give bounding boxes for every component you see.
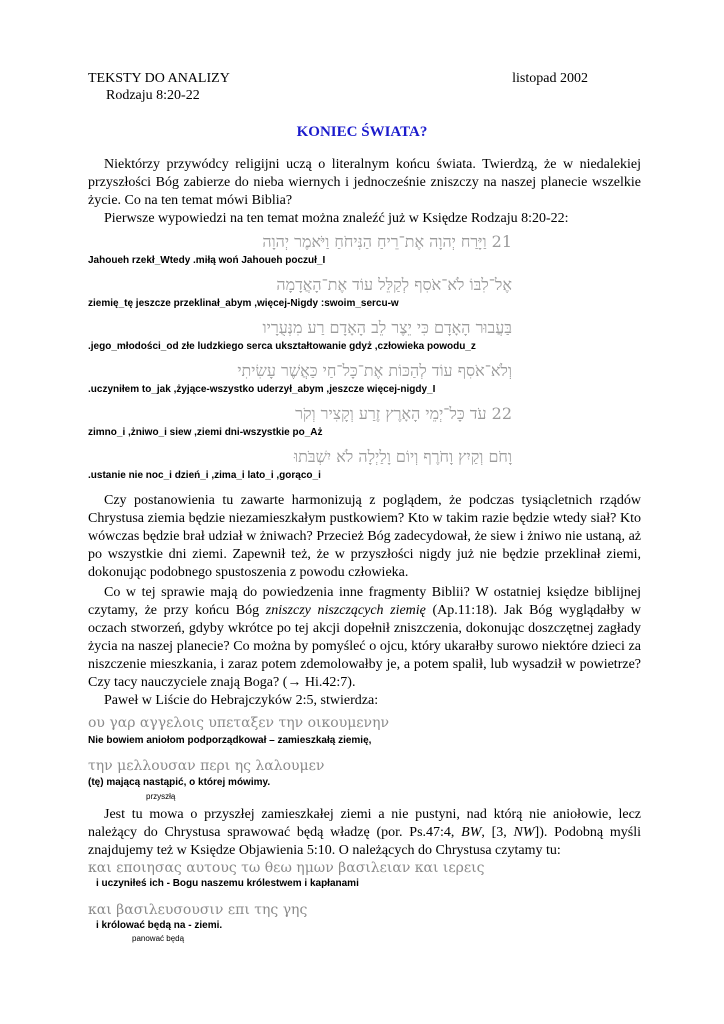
hebrew-line: בַּעֲבוּר הָאָדָם כִּי יֵצֶר לֵב הָאָדָם רַע מִנְּעֻרָיו (262, 318, 512, 337)
document-header-left: TEKSTY DO ANALIZY (88, 71, 230, 86)
hebrew-line: אֶל־לִבּוֹ לֹא־אֹסִף לְקַלֵּל עוֹד אֶת־הָאֲדָמָה (276, 275, 512, 294)
hebrew-gloss: ziemię_tę jeszcze przeklinał_abym ,więcej-Nigdy :swoim_sercu-w (88, 298, 399, 309)
text-run: Jest tu mowa o przyszłej zamieszkałej ziemi a nie pustyni, nad którą nie aniołowie, lecz należący do Chrystusa sprawować będą władzę (por. Ps.47:4, (88, 807, 641, 840)
hebrew-line: 22 עֹד כָּל־יְמֵי הָאָרֶץ זֶרַע וְקָצִיר וְקֹר (295, 404, 512, 423)
greek-line: ου γαρ αγγελοις υπεταξεν την οικουμενην (88, 715, 389, 731)
hebrew-gloss: .ustanie nie noc_i dzień_i ,zima_i lato_i ,gorąco_i (88, 470, 321, 481)
intro-paragraph-2: Pierwsze wypowiedzi na ten temat można znaleźć już w Księdze Rodzaju 8:20-22: (104, 211, 569, 226)
body-paragraph: Czy postanowienia tu zawarte harmonizują z poglądem, że podczas tysiącletnich rządów Chrystusa ziemia będzie niezamieszkałym pustkowiem? Kto w takim razie będzie wtedy siał? Kto wówczas będzie brał udział w żniwach? Przecież Bóg zadecydował, że siew i żniwo nie ustaną, aż po wszystkie dni ziemi. Zapewnił też, że w przyszłości nigdy już nie będzie przeklinał ziemi, dokonując podobnego spustoszenia z powodu człowieka. (88, 493, 641, 580)
page-title: KONIEC ŚWIATA? (296, 124, 428, 140)
intro-paragraph: Niektórzy przywódcy religijni uczą o literalnym końcu świata. Twierdzą, że w niedalekiej przyszłości Bóg zabierze do nieba wiernych i jednocześnie zniszczy na naszej planecie wszelkie życie. Co na ten temat mówi Biblia? (88, 157, 641, 208)
scripture-reference: Rodzaju 8:20-22 (106, 88, 200, 103)
hebrew-gloss: .uczyniłem to_jak ,żyjące-wszystko uderzył_abym ,jeszcze więcej-nigdy_I (88, 384, 436, 395)
hebrew-gloss: .jego_młodości_od złe ludzkiego serca ukształtowanie gdyż ,człowieka powodu_z (88, 341, 476, 352)
text-run: ]). Podobną myśli znajdujemy też w Księdze Objawienia 5:10. O należących do Chrystusa czytamy tu: (88, 825, 641, 858)
greek-gloss: i uczyniłeś ich - Bogu naszemu królestwem i kapłanami (96, 878, 359, 889)
hebrew-gloss: Jahoueh rzekł_Wtedy .miłą woń Jahoueh poczuł_I (88, 255, 326, 266)
body-paragraph: Paweł w Liście do Hebrajczyków 2:5, stwierdza: (104, 693, 379, 708)
hebrew-gloss: zimno_i ,żniwo_i siew ,ziemi dni-wszystkie po_Aż (88, 427, 323, 438)
gloss-note: przyszłą (146, 792, 176, 801)
hebrew-line: וָחֹם וְקַיִץ וָחֹרֶף וְיוֹם וָלַיְלָה לֹא יִשְׁבֹּתוּ (294, 447, 512, 466)
text-run: , [3, (481, 825, 514, 840)
greek-gloss: Nie bowiem aniołom podporządkował – zamieszkałą ziemię, (88, 735, 372, 746)
gloss-note: panować będą (132, 934, 185, 943)
document-date: listopad 2002 (512, 71, 588, 86)
italic-abbrev: NW (513, 825, 535, 840)
text-run: (Ap.11:18). Jak Bóg wyglądałby w oczach stworzeń, gdyby wkrótce po tej akcji dopełnił zniszczenia, dokonując doszczętnej zagłady życia na naszej planecie? Co można by pomyśleć o ojcu, który ukarałby surowo niektóre dzieci za niszczenie mieszkania, i zaraz potem zdemolowałby je, a potem spalił, lub wysadził w powietrze? Czy tacy nauczyciele znają Boga? (→ Hi.42:7). (88, 603, 642, 690)
hebrew-line: וְלֹא־אֹסִף עוֹד לְהַכּוֹת אֶת־כָּל־חַי כַּאֲשֶׁר עָשִׂיתִי (237, 361, 512, 380)
greek-line: και βασιλευσουσιν επι της γης (88, 902, 308, 918)
greek-line: και εποιησας αυτους τω θεω ημων βασιλειαν και ιερεις (88, 860, 485, 876)
text-run: Co w tej sprawie mają do powiedzenia inne fragmenty Biblii? W ostatniej księdze biblijnej czytamy, że przy końcu Bóg (88, 585, 641, 618)
italic-abbrev: BW (461, 825, 482, 840)
quoted-phrase: zniszczy niszczących ziemię (265, 603, 426, 618)
greek-line: την μελλουσαν περι ης λαλουμεν (88, 758, 325, 774)
body-paragraph (88, 806, 641, 860)
greek-gloss: i królować będą na - ziemi. (96, 920, 223, 931)
hebrew-line: 21 וַיָּרַח יְהוָה אֶת־רֵיחַ הַנִּיחֹחַ וַיֹּאמֶר יְהוָה (262, 232, 512, 251)
body-paragraph (88, 584, 641, 692)
hebrew-interlinear (88, 230, 512, 480)
greek-gloss: (tę) mającą nastąpić, o której mówimy. (88, 777, 271, 788)
